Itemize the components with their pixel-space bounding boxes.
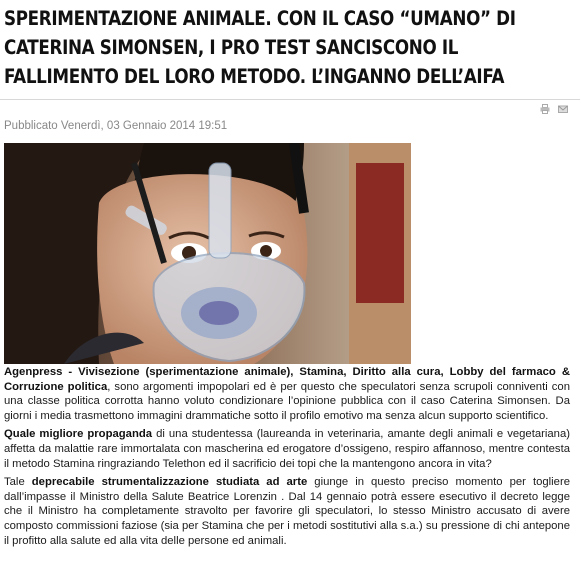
paragraph-3-start: Tale [4,476,32,489]
print-icon[interactable] [540,101,550,111]
article-tools [540,101,568,111]
paragraph-2-bold: Quale migliore propaganda [4,428,153,441]
article-paragraph-3 [4,475,570,548]
paragraph-1-bold: Agenpress - Vivisezione (sperimentazione animale), Stamina, Diritto alla cura, Lobby del farmaco & Corruzione politica [4,366,570,393]
article-body [4,365,570,552]
email-icon[interactable] [558,101,568,111]
paragraph-2-text: di una studentessa (laureanda in veterinaria, amante degli animali e vegetariana) affetta da malattie rare immortalata con mascherina ed erogatore d’ossigeno, respiro affannoso, mentre contesta il metodo Stamina ringraziando Telethon ed il sacrificio dei topi che la mantengono ancora in vita? [4,428,570,470]
title-divider [0,99,580,100]
article-title: SPERIMENTAZIONE ANIMALE. CON IL CASO “UMANO” DI CATERINA SIMONSEN, I PRO TEST SANCISCONO IL FALLIMENTO DEL LORO METODO. L’INGANNO DELL’AIFA [4,7,516,88]
article-paragraph-1 [4,365,570,423]
article-photo [4,143,411,364]
paragraph-3-bold: deprecabile strumentalizzazione studiata ad arte [31,476,308,489]
article-paragraph-2 [4,427,570,471]
published-date: Pubblicato Venerdì, 03 Gennaio 2014 19:51 [4,120,228,132]
paragraph-3-text: giunge in questo preciso momento per togliere dall’impasse il Ministro della Salute Beatrice Lorenzin . Dal 14 gennaio potrà essere esecutivo il decreto legge che il Ministro ha completamente stravolto per favorire gli speculatori, lo stesso Ministro accusato di avere composto commissioni faziose (sia per Stamina che per i metodi sostitutivi alla s.a.) su pressione di chi antepone il profitto alla salute ed alla vita delle persone ed animali. [4,476,570,547]
paragraph-1-text: , sono argomenti impopolari ed è per questo che speculatori senza scrupoli conniventi con una classe politica corrotta hanno voluto condizionare l’opinione pubblica con il caso Caterina Simonsen. Da giorni i media trasmettono immagini drammatiche sotto il profilo emotivo ma senza alcun supporto scientifico. [4,380,570,422]
